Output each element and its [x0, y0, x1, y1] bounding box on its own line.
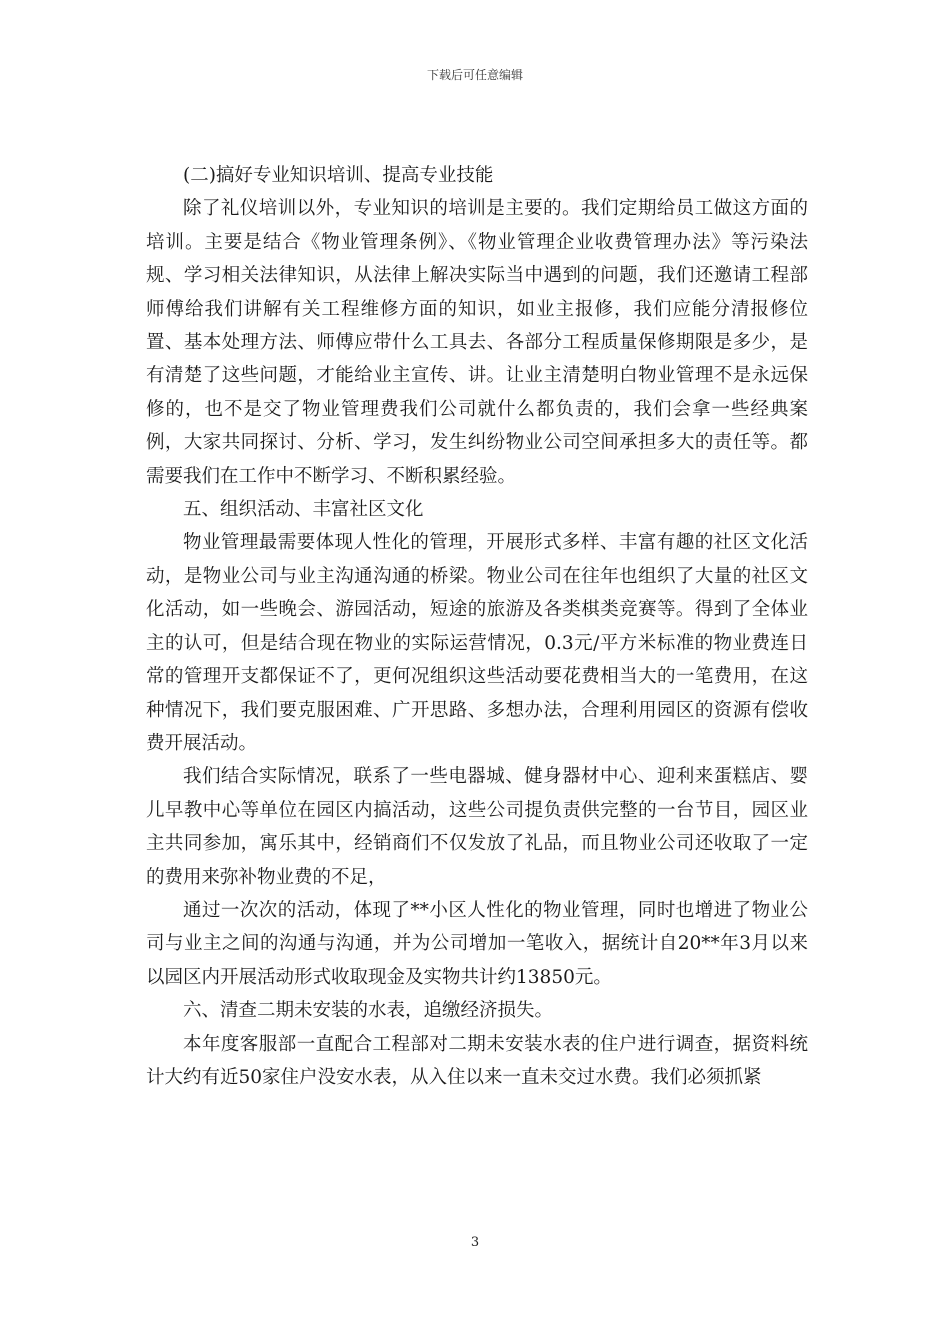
- document-body: [146, 159, 808, 1094]
- section-heading-water-meters: 六、清查二期未安装的水表，追缴经济损失。: [183, 1000, 554, 1022]
- paragraph-results: 通过一次次的活动，体现了**小区人性化的物业管理，同时也增进了物业公司与业主之间的沟通与沟通，并为公司增加一笔收入，据统计自20**年3月以来以园区内开展活动形式收取现金及实物共计约13850元。: [146, 899, 808, 988]
- section-heading-activities: 五、组织活动、丰富社区文化: [183, 499, 424, 521]
- section-heading-training: (二)搞好专业知识培训、提高专业技能: [183, 165, 494, 186]
- paragraph-partners: 我们结合实际情况，联系了一些电器城、健身器材中心、迎利来蛋糕店、婴儿早教中心等单位在园区内搞活动，这些公司提负责供完整的一台节目，园区业主共同参加，寓乐其中，经销商们不仅发放了礼品，而且物业公司还收取了一定的费用来弥补物业费的不足，: [146, 766, 808, 888]
- paragraph-training: 除了礼仪培训以外，专业知识的培训是主要的。我们定期给员工做这方面的培训。主要是结合《物业管理条例》、《物业管理企业收费管理办法》等污染法规、学习相关法律知识，从法律上解决实际当中遇到的问题，我们还邀请工程部师傅给我们讲解有关工程维修方面的知识，如业主报修，我们应能分清报修位置、基本处理方法、师傅应带什么工具去、各部分工程质量保修期限是多少，是有清楚了这些问题，才能给业主宣传、讲。让业主清楚明白物业管理不是永远保修的，也不是交了物业管理费我们公司就什么都负责的，我们会拿一些经典案例，大家共同探讨、分析、学习，发生纠纷物业公司空间承担多大的责任等。都需要我们在工作中不断学习、不断积累经验。: [146, 198, 808, 487]
- page-header: 下载后可任意编辑: [426, 68, 523, 82]
- paragraph-water-meters: 本年度客服部一直配合工程部对二期未安装水表的住户进行调查，据资料统计大约有近50家住户没安水表，从入住以来一直未交过水费。我们必须抓紧: [146, 1033, 808, 1088]
- page-number: 3: [470, 1235, 480, 1250]
- paragraph-activities: 物业管理最需要体现人性化的管理，开展形式多样、丰富有趣的社区文化活动，是物业公司与业主沟通沟通的桥梁。物业公司在往年也组织了大量的社区文化活动，如一些晚会、游园活动，短途的旅游及各类棋类竞赛等。得到了全体业主的认可，但是结合现在物业的实际运营情况，0.3元/平方米标准的物业费连日常的管理开支都保证不了，更何况组织这些活动要花费相当大的一笔费用，在这种情况下，我们要克服困难、广开思路、多想办法，合理利用园区的资源有偿收费开展活动。: [146, 532, 808, 754]
